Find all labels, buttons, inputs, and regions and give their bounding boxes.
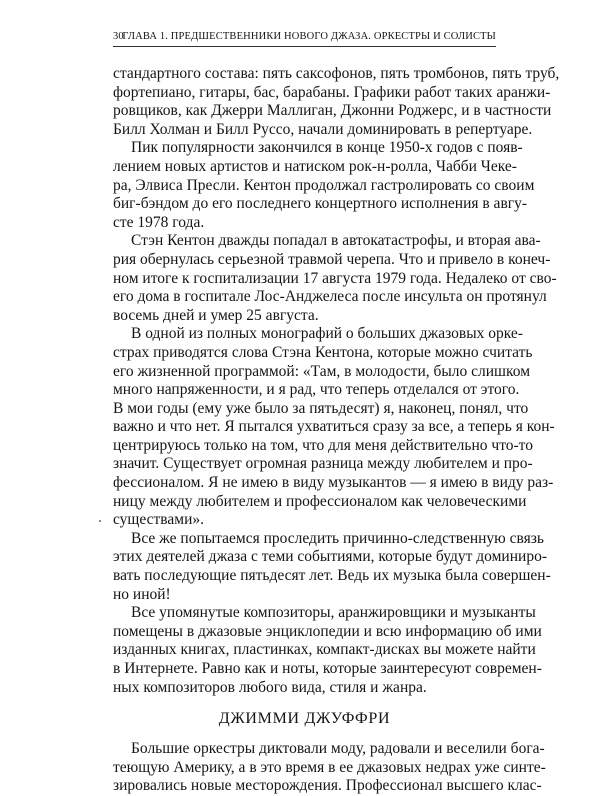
running-title: ГЛАВА 1. ПРЕДШЕСТВЕННИКИ НОВОГО ДЖАЗА. ОРКЕСТРЫ И СОЛИСТЫ [122,31,496,42]
page-number: 30 [113,31,124,42]
text-line: зировались новые месторождения. Профессионал высшего клас- [113,777,542,795]
paragraph-6 [113,604,542,697]
text-line: ницу между любителем и профессионалом как человеческими [113,492,527,510]
text-line: его жизненной программой: «Там, в молодости, было слишком [113,362,531,380]
header-rule [113,46,496,47]
paragraph-3 [113,232,557,325]
text-line: лением новых артистов и натиском рок-н-ролла, Чабби Чеке- [113,157,517,175]
paragraph-2 [113,139,535,232]
text-line: много напряженности, и я рад, что теперь отделался от этого. [113,381,520,399]
paragraph-1 [113,65,560,139]
text-line: Стэн Кентон дважды попадал в автокатастрофы, и вторая ава- [131,232,541,250]
text-line: биг-бэндом до его последнего концертного исполнения в авгу- [113,195,528,213]
text-line: Билл Холман и Билл Руссо, начали доминировать в репертуаре. [113,120,533,138]
text-line: центрируюсь только на том, что для меня действительно что-то [113,436,533,454]
text-line: в Интернете. Равно как и ноты, которые заинтересуют современ- [113,660,542,677]
text-line: ном итоге к госпитализации 17 августа 1979 года. Недалеко от сво- [113,269,557,287]
page-header [113,30,496,50]
text-line: Пик популярности закончился в конце 1950-х годов с появ- [131,139,523,157]
text-line: его дома в госпитале Лос-Анджелеса после инсульта он протянул [113,288,547,306]
text-line: Все упомянутые композиторы, аранжировщики и музыканты [131,604,536,622]
paragraph-4 [113,325,555,530]
paragraph-5 [113,529,551,604]
text-line: вать последующие пятьдесят лет. Ведь их музыка была совершен- [113,567,551,585]
text-line: значит. Существует огромная разница между любителем и про- [113,455,533,473]
paragraph-7 [113,740,546,796]
text-line: изданных книгах, пластинках, компакт-дисках вы можете найти [113,641,536,659]
text-line: В мои годы (ему уже было за пятьдесят) я, наконец, понял, что [113,399,529,417]
text-line: страх приводятся слова Стэна Кентона, которые можно считать [113,343,533,361]
text-line: Все же попытаемся проследить причинно-следственную связь [131,529,544,547]
text-line: ных композиторов любого вида, стиля и жанра. [113,678,427,696]
text-line: теющую Америку, а в это время в ее джазовых недрах уже синте- [113,758,546,776]
text-line: фессионалом. Я не имею в виду музыкантов — я имею в виду раз- [113,474,554,492]
text-line: существами». [113,511,205,529]
text-line: этих деятелей джаза с теми событиями, которые будут доминиро- [113,548,547,566]
text-line: восемь дней и умер 25 августа. [113,306,319,324]
text-line: ра, Элвиса Пресли. Кентон продолжал гастролировать со своим [113,176,535,194]
text-line: сте 1978 года. [113,213,205,231]
page-body [113,65,560,796]
text-line: важно и что нет. Я пытался ухватиться сразу за все, а теперь я кон- [113,418,555,436]
text-line: фортепиано, гитары, бас, барабаны. Графики работ таких аранжи- [113,83,551,101]
text-line: рия обернулась серьезной травмой черепа. Что и привело в конеч- [113,250,551,268]
margin-mark [99,520,101,522]
text-line: В одной из полных монографий о больших джазовых орке- [131,325,523,343]
text-line: стандартного состава: пять саксофонов, пять тромбонов, пять труб, [113,65,560,82]
text-line: но иной! [113,585,171,603]
text-line: Большие оркестры диктовали моду, радовали и веселили бога- [131,740,545,758]
text-line: ровщиков, как Джерри Маллиган, Джонни Роджерс, и в частности [113,102,552,120]
section-title: ДЖИММИ ДЖУФФРИ [218,710,391,728]
text-line: помещены в джазовые энциклопедии и всю информацию об ими [113,622,542,640]
